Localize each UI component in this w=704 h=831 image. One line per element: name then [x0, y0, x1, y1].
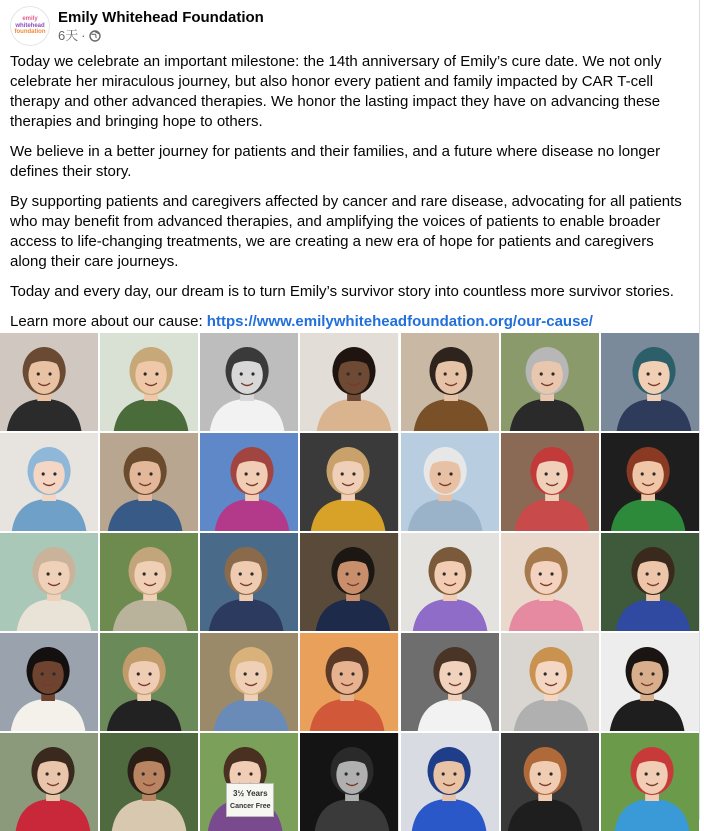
post-timestamp[interactable]: 6天 — [58, 28, 79, 43]
page-name-link[interactable]: Emily Whitehead Foundation — [58, 9, 264, 26]
collage-photo[interactable] — [501, 633, 599, 731]
collage-photo[interactable] — [0, 333, 98, 431]
collage-photo[interactable] — [601, 433, 699, 531]
collage-photo[interactable] — [300, 433, 398, 531]
collage-photo[interactable] — [0, 433, 98, 531]
collage-photo[interactable] — [0, 733, 98, 831]
post-body — [10, 52, 686, 342]
collage-photo[interactable] — [300, 633, 398, 731]
collage-photo[interactable] — [200, 533, 298, 631]
collage-photo[interactable] — [401, 433, 499, 531]
avatar-text-line: foundation — [14, 29, 46, 36]
collage-photo[interactable] — [100, 433, 198, 531]
collage-photo[interactable] — [401, 533, 499, 631]
collage-photo[interactable] — [200, 333, 298, 431]
collage-photo[interactable] — [401, 733, 499, 831]
collage-photo[interactable] — [601, 733, 699, 831]
post-meta — [58, 8, 264, 44]
collage-photo[interactable] — [0, 533, 98, 631]
separator-dot: · — [81, 28, 86, 43]
collage-photo[interactable] — [200, 733, 298, 831]
collage-photo[interactable] — [300, 733, 398, 831]
collage-photo[interactable] — [501, 533, 599, 631]
post-subline — [58, 27, 264, 44]
post-paragraph: Today and every day, our dream is to turn Emily’s survivor story into countless more survivor stories. — [10, 283, 674, 300]
sign-text: 3½ Years — [233, 789, 268, 798]
learn-more-line — [10, 312, 686, 332]
collage-photo[interactable] — [601, 333, 699, 431]
collage-photo[interactable] — [601, 533, 699, 631]
globe-icon[interactable] — [89, 30, 101, 42]
collage-photo[interactable] — [0, 633, 98, 731]
collage-photo[interactable] — [401, 633, 499, 731]
collage-photo[interactable] — [501, 433, 599, 531]
avatar-text-line: emily — [22, 16, 38, 23]
avatar-text-line: whitehead — [15, 22, 45, 29]
cancer-free-sign — [226, 783, 274, 817]
collage-photo[interactable] — [200, 433, 298, 531]
collage-photo[interactable] — [300, 333, 398, 431]
post-paragraph: Today we celebrate an important milestone: the 14th anniversary of Emily’s cure date. We not only celebrate her miraculous journey, but also honor every patient and family impacted by CAR T-cell therapy and other advanced therapies. We honor the lasting impact they have on advancing these therapies and bringing hope to others. — [10, 53, 662, 130]
collage-photo[interactable] — [501, 733, 599, 831]
photo-collage[interactable] — [0, 333, 699, 820]
avatar[interactable] — [10, 6, 50, 46]
post-header — [10, 6, 264, 46]
collage-photo[interactable] — [601, 633, 699, 731]
post-paragraph: By supporting patients and caregivers affected by cancer and rare disease, advocating for all patients who may benefit from advanced therapies, and amplifying the voices of patients to enable broader access to life-changing treatments, we are creating a new era of hope for patients and caregivers along their care journeys. — [10, 193, 682, 270]
collage-photo[interactable] — [401, 333, 499, 431]
collage-photo[interactable] — [300, 533, 398, 631]
collage-photo[interactable] — [100, 533, 198, 631]
collage-photo[interactable] — [200, 633, 298, 731]
sign-text: Cancer Free — [230, 803, 271, 810]
collage-photo[interactable] — [100, 333, 198, 431]
collage-photo[interactable] — [100, 633, 198, 731]
collage-photo[interactable] — [501, 333, 599, 431]
collage-photo[interactable] — [100, 733, 198, 831]
learn-more-label: Learn more about our cause: — [10, 313, 207, 330]
post-paragraph: We believe in a better journey for patients and their families, and a future where disease no longer defines their story. — [10, 143, 661, 180]
cause-link[interactable]: https://www.emilywhiteheadfoundation.org/our-cause/ — [206, 313, 593, 330]
